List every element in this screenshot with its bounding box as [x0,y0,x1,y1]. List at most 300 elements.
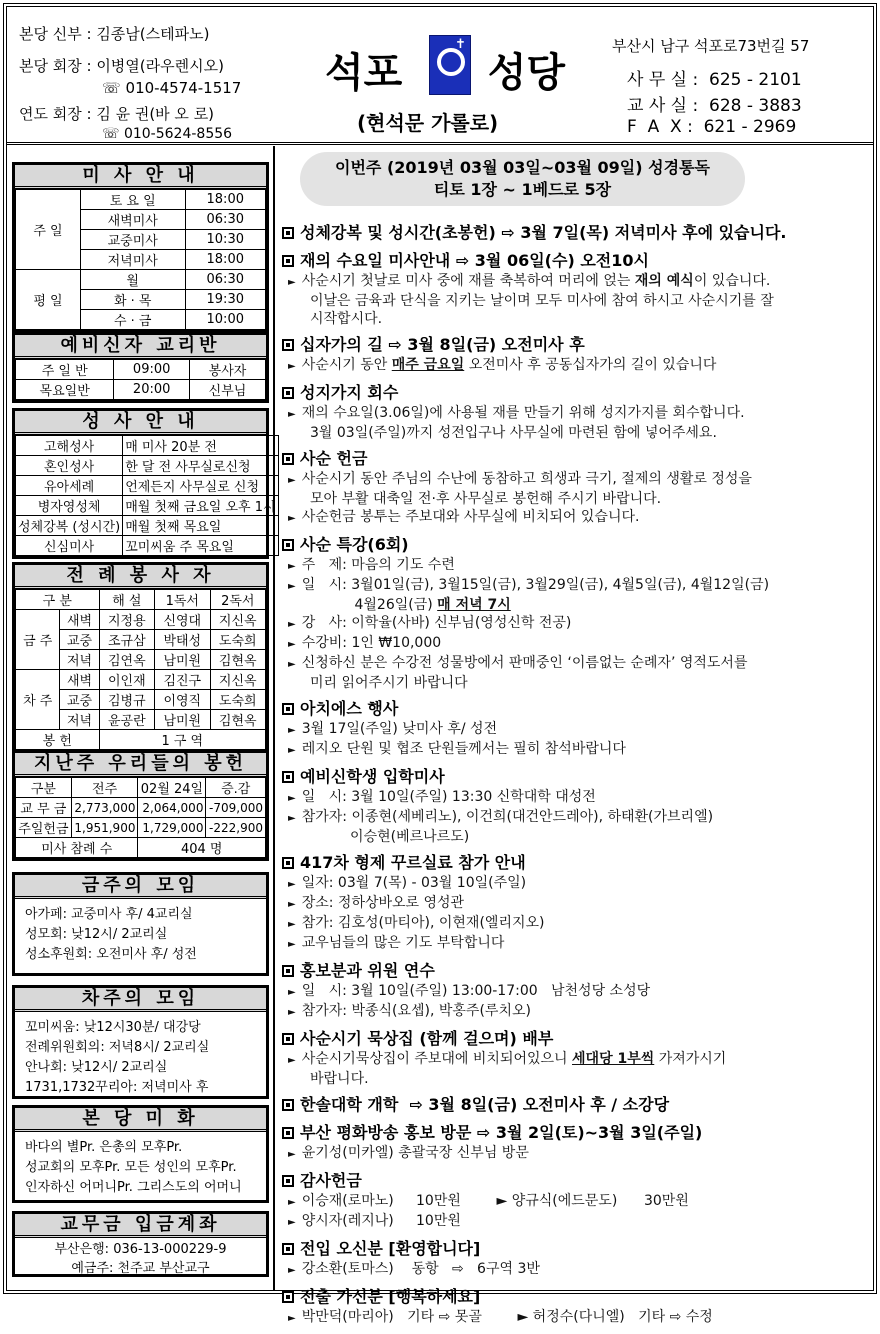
table-cell: 이영직 [155,690,210,710]
checkbox-bullet-icon [282,965,294,977]
checkbox-bullet-icon [282,1099,294,1111]
triangle-bullet-icon: ► [288,813,296,824]
church-logo-icon: ✝ [429,35,471,95]
table-cell: 언제든지 사무실로 신청 [123,476,278,496]
table-cell: 저녁 [60,650,99,670]
announcement-section [282,852,872,954]
table-row [16,778,266,798]
table-row [16,476,279,496]
line-text: 윤기성(미카엘) 총괄국장 신부님 방문 [301,1145,529,1161]
triangle-bullet-icon: ► [288,1265,296,1276]
box-title: 금주의 모임 [15,875,266,899]
line-text: 세대당 1부씩 [572,1051,655,1067]
table-cell: 주 일 [16,190,81,270]
table-cell: 20:00 [114,380,190,400]
announcement-title: 부산 평화방송 홍보 방문 ⇨ 3월 2일(토)~3월 3일(주일) [300,1123,703,1142]
table-cell: 신영대 [155,610,210,630]
table-cell: 월 [80,270,185,290]
box-title: 지난주 우리들의 봉헌 [15,753,266,777]
table-cell: 박태성 [155,630,210,650]
table-cell: 매 미사 20분 전 [123,436,278,456]
announcement-title: 사순시기 묵상집 (함께 걸으며) 배부 [300,1029,554,1048]
announcement-line [282,272,872,292]
column-divider [273,146,275,1290]
table-row [16,536,279,556]
youth-phone: ☏ 010-5624-8556 [102,126,233,142]
table-cell: 고해성사 [16,436,123,456]
announcement-title: 아치에스 행사 [300,699,399,718]
announcement-line [282,1002,872,1022]
table-cell: 새벽 [60,670,99,690]
box-line: 아가페: 교중미사 후/ 4교리실 [25,907,193,922]
table-cell: 지신옥 [210,670,265,690]
table-cell: 꼬미씨움 주 목요일 [123,536,278,556]
announcement-section [282,766,872,846]
line-text: 교우님들의 많은 기도 부탁합니다 [301,935,505,951]
announcement-line [282,982,872,1002]
table-cell: 1,729,000 [138,818,206,838]
announcement-heading [282,382,872,404]
announcement-title: 성체강복 및 성시간(초봉헌) ⇨ 3월 7일(목) 저녁미사 후에 있습니다. [300,223,787,242]
table-row [16,818,266,838]
table-cell: 매월 첫째 금요일 오후 1시 [123,496,278,516]
announcement-section [282,222,872,244]
bible-reading-week: 이번주 (2019년 03월 03일~03월 09일) 성경통독 [335,158,710,177]
table-cell: 도숙희 [210,690,265,710]
announcement-title: 성지가지 회수 [300,383,399,402]
checkbox-bullet-icon [282,1033,294,1045]
announcement-heading [282,334,872,356]
line-text: 일자: 03월 7(목) - 03월 10일(주일) [301,875,527,891]
table-row [16,798,266,818]
line-text: 시작합시다. [310,311,383,327]
announcement-section [282,960,872,1022]
table-row [16,360,266,380]
box-title: 차주의 모임 [15,988,266,1012]
table-cell: -222,900 [206,818,266,838]
triangle-bullet-icon: ► [288,639,296,650]
line-text: 일 시: 3월 10일(주일) 13:30 신학대학 대성전 [301,789,596,805]
table-cell: 주 일 반 [16,360,114,380]
announcement-title: 전출 가신분 [행복하세요] [300,1287,481,1306]
box-line: 성소후원회: 오전미사 후/ 성전 [25,947,197,962]
table-row [16,730,266,750]
line-text: 레지오 단원 및 협조 단원들께서는 필히 참석바랍니다 [301,741,626,757]
announcement-line [282,894,872,914]
offering-box [12,750,269,861]
pastor: 본당 신부 : 김종남(스테파노) [19,25,210,43]
this-week-meetings-box [12,872,269,976]
table-cell: 404 명 [138,838,266,858]
line-text: 사순시기 동안 주님의 수난에 동참하고 희생과 극기, 절제의 생활로 정성을 [301,471,752,487]
announcement-line [282,874,872,894]
table-cell: 지신옥 [210,610,265,630]
announcement-line [282,490,872,508]
announcement-line [282,634,872,654]
address: 부산시 남구 석포로73번길 57 [612,37,810,55]
announcement-line [282,614,872,634]
table-row [16,670,266,690]
line-text: 주 제: 마음의 기도 수련 [301,557,455,573]
table-cell: 2,064,000 [138,798,206,818]
table-cell: 09:00 [114,360,190,380]
announcement-line [282,1070,872,1088]
table-cell: 10:00 [185,310,265,330]
announcement-heading [282,1094,872,1116]
president: 본당 회장 : 이병열(라우렌시오) [19,57,224,75]
line-text: 참가자: 이종현(세베리노), 이건희(대건안드레아), 하태환(가브리엘) [301,809,714,825]
table-cell: 교중 [60,630,99,650]
line-text: 박만덕(마리아) 기타 ⇨ 못골 ► 허정수(다니엘) 기타 ⇨ 수정 [301,1309,713,1325]
checkbox-bullet-icon [282,1243,294,1255]
line-text: 사순시기 첫날로 미사 중에 재를 축복하여 머리에 얹는 [301,273,635,289]
announcement-heading [282,1238,872,1260]
box-title: 교무금 입금계좌 [15,1214,266,1238]
announcement-line [282,1192,872,1212]
schedule-table [15,189,266,330]
announcement-line [282,356,872,376]
church-name-2: 성당 [487,50,565,96]
line-text: 이승재(로마노) 10만원 ► 양규식(에드문도) 30만원 [301,1193,689,1209]
table-cell: 전주 [71,778,138,798]
checkbox-bullet-icon [282,227,294,239]
box-line: 바다의 별Pr. 은총의 모후Pr. [25,1140,183,1155]
line-text: 강소환(토마스) 동항 ⇨ 6구역 3반 [301,1261,540,1277]
checkbox-bullet-icon [282,255,294,267]
line-text: 미리 읽어주시기 바랍니다 [310,675,468,691]
triangle-bullet-icon: ► [288,475,296,486]
triangle-bullet-icon: ► [288,581,296,592]
teachers-phone: 교 사 실 : 628 - 3883 [627,96,802,116]
table-cell: 화 · 목 [80,290,185,310]
table-cell: 이인재 [99,670,154,690]
line-text: 4월26일(금) [310,597,438,613]
announcement-line [282,576,872,596]
table-cell: 김현옥 [210,650,265,670]
table-cell: 금 주 [16,610,60,670]
table-cell: -709,000 [206,798,266,818]
church-name-1: 석포 [325,50,403,96]
box-line: 성모회: 낮12시/ 2교리실 [25,927,168,942]
triangle-bullet-icon: ► [288,793,296,804]
table-cell: 봉 헌 [16,730,100,750]
announcement-line [282,788,872,808]
table-cell: 차 주 [16,670,60,730]
table-cell: 김연옥 [99,650,154,670]
box-line: 인자하신 어머니Pr. 그리스도의 어머니 [25,1180,242,1195]
box-body [15,1012,266,1104]
announcement-section [282,1094,872,1116]
announcement-heading [282,250,872,272]
announcement-section [282,1170,872,1232]
announcement-line [282,934,872,954]
announcement-line [282,556,872,576]
announcement-title: 재의 수요일 미사안내 ⇨ 3월 06일(수) 오전10시 [300,251,649,270]
table-cell: 저녁미사 [80,250,185,270]
announcement-heading [282,1286,872,1308]
announcement-heading [282,1170,872,1192]
table-cell: 1 구 역 [99,730,265,750]
table-cell: 교중미사 [80,230,185,250]
announcement-line [282,310,872,328]
bible-reading-banner [300,152,745,206]
announcement-heading [282,1122,872,1144]
box-line: 예금주: 천주교 부산교구 [71,1261,210,1276]
announcement-heading [282,698,872,720]
triangle-bullet-icon: ► [288,987,296,998]
box-title: 미 사 안 내 [15,165,266,189]
table-cell: 매월 첫째 목요일 [123,516,278,536]
table-row [16,610,266,630]
line-text: 일 시: 3월 10일(주일) 13:00-17:00 남천성당 소성당 [301,983,651,999]
triangle-bullet-icon: ► [288,1149,296,1160]
announcement-heading [282,222,872,244]
announcement-line [282,914,872,934]
triangle-bullet-icon: ► [288,409,296,420]
triangle-bullet-icon: ► [288,1217,296,1228]
announcement-heading [282,852,872,874]
table-row [16,380,266,400]
triangle-bullet-icon: ► [288,619,296,630]
box-body [15,899,266,971]
triangle-bullet-icon: ► [288,659,296,670]
checkbox-bullet-icon [282,703,294,715]
line-text: 3월 17일(주일) 낮미사 후/ 성전 [301,721,498,737]
box-line: 전례위원회의: 저녁8시/ 2교리실 [25,1040,210,1055]
announcement-line [282,654,872,674]
table-cell: 지정용 [99,610,154,630]
line-text: 모아 부활 대축일 전·후 사무실로 봉헌해 주시기 바랍니다. [310,491,662,507]
announcement-line [282,1144,872,1164]
table-cell: 구분 [16,778,72,798]
triangle-bullet-icon: ► [288,1313,296,1324]
schedule-table [15,589,266,750]
line-text: 오전미사 후 공동십자가의 길이 있습니다 [464,357,717,373]
line-text: 참가자: 박종식(요셉), 박홍주(루치오) [301,1003,531,1019]
table-cell: 봉사자 [189,360,265,380]
triangle-bullet-icon: ► [288,919,296,930]
line-text: 사순시기 동안 [301,357,392,373]
table-row [16,516,279,536]
announcement-line [282,424,872,442]
triangle-bullet-icon: ► [288,361,296,372]
table-cell: 새벽 [60,610,99,630]
line-text: 매 저녁 7시 [437,597,511,613]
triangle-bullet-icon: ► [288,277,296,288]
line-text: 사순시기묵상집이 주보대에 비치되어있으니 [301,1051,573,1067]
announcement-section [282,534,872,692]
box-title: 전 례 봉 사 자 [15,565,266,589]
table-row [16,436,279,456]
table-row [16,190,266,210]
announcement-title: 예비신학생 입학미사 [300,767,445,786]
table-cell: 구 분 [16,590,100,610]
checkbox-bullet-icon [282,771,294,783]
announcement-line [282,674,872,692]
announcement-heading [282,448,872,470]
announcement-line [282,720,872,740]
table-cell: 김병규 [99,690,154,710]
line-text: 신청하신 분은 수강전 성물방에서 판매중인 ‘이름없는 순례자’ 영적도서를 [301,655,748,671]
line-text: 참가: 김호성(마티아), 이현재(엘리지오) [301,915,545,931]
table-cell: 수 · 금 [80,310,185,330]
line-text: 이승현(베르나르도) [310,829,470,845]
schedule-table [15,359,266,400]
table-cell: 병자영성체 [16,496,123,516]
announcement-line [282,1212,872,1232]
announcement-section [282,1238,872,1280]
table-cell: 18:00 [185,190,265,210]
checkbox-bullet-icon [282,453,294,465]
catechumen-box [12,332,269,403]
announcement-title: 감사헌금 [300,1171,362,1190]
table-cell: 2,773,000 [71,798,138,818]
line-text: 일 시: 3월01일(금), 3월15일(금), 3월29일(금), 4월5일(금), 4월12일(금) [301,577,770,593]
next-week-meetings-box [12,985,269,1099]
announcement-line [282,828,872,846]
announcement-line [282,404,872,424]
announcement-title: 홍보분과 위원 연수 [300,961,435,980]
box-title: 예비신자 교리반 [15,335,266,359]
table-cell: 남미원 [155,650,210,670]
table-cell: 신부님 [189,380,265,400]
sacraments-box [12,408,276,559]
bulletin-header [7,7,873,145]
box-line: 부산은행: 036-13-000229-9 [54,1242,227,1257]
mass-schedule-box [12,162,269,333]
announcement-section [282,1028,872,1088]
checkbox-bullet-icon [282,387,294,399]
triangle-bullet-icon: ► [288,1055,296,1066]
line-text: 3월 03일(주일)까지 성전입구나 사무실에 마련된 함에 넣어주세요. [310,425,717,441]
line-text: 사순헌금 봉투는 주보대와 사무실에 비치되어 있습니다. [301,509,640,525]
schedule-table [15,777,266,858]
table-cell: 저녁 [60,710,99,730]
announcement-heading [282,1028,872,1050]
table-cell: 해 설 [99,590,154,610]
table-cell: 18:00 [185,250,265,270]
table-cell: 10:30 [185,230,265,250]
triangle-bullet-icon: ► [288,899,296,910]
announcement-section [282,1122,872,1164]
announcement-heading [282,960,872,982]
announcement-title: 십자가의 길 ⇨ 3월 8일(금) 오전미사 후 [300,335,585,354]
triangle-bullet-icon: ► [288,879,296,890]
table-cell: 평 일 [16,270,81,330]
announcement-line [282,1050,872,1070]
youth-president: 연도 회장 : 김 윤 권(바 오 로) [19,105,215,123]
box-title: 본 당 미 화 [15,1108,266,1132]
checkbox-bullet-icon [282,1175,294,1187]
table-row [16,270,266,290]
announcement-line [282,1308,872,1328]
triangle-bullet-icon: ► [288,939,296,950]
triangle-bullet-icon: ► [288,561,296,572]
line-text: 재의 예식 [634,273,694,289]
box-line: 안나회: 낮12시/ 2교리실 [25,1060,168,1075]
announcement-section [282,334,872,376]
table-cell: 목요일반 [16,380,114,400]
line-text: 수강비: 1인 ₩10,000 [301,635,442,651]
announcement-title: 한솔대학 개학 ⇨ 3월 8일(금) 오전미사 후 / 소강당 [300,1095,670,1114]
table-cell: 성체강복 (성시간) [16,516,123,536]
announcement-line [282,740,872,760]
table-cell: 1,951,900 [71,818,138,838]
table-cell: 김진구 [155,670,210,690]
box-body [15,1238,266,1280]
table-cell: 새벽미사 [80,210,185,230]
announcement-heading [282,534,872,556]
table-cell: 2독서 [210,590,265,610]
table-cell: 신심미사 [16,536,123,556]
president-phone: ☏ 010-4574-1517 [102,79,242,97]
fax: F A X : 621 - 2969 [627,117,797,137]
announcement-section [282,448,872,528]
flowers-box [12,1105,269,1203]
table-cell: 02월 24일 [138,778,206,798]
announcement-section [282,382,872,442]
announcement-heading [282,766,872,788]
announcement-line [282,508,872,528]
account-box [12,1211,269,1277]
announcement-section [282,698,872,760]
table-row [16,838,266,858]
line-text: 매주 금요일 [391,357,465,373]
line-text: 재의 수요일(3.06일)에 사용될 재를 만들기 위해 성지가지를 회수합니다. [301,405,745,421]
schedule-table [15,435,279,556]
box-line: 성교회의 모후Pr. 모든 성인의 모후Pr. [25,1160,237,1175]
table-cell: 교 무 금 [16,798,72,818]
announcement-line [282,1260,872,1280]
liturgy-servers-box [12,562,269,753]
table-cell: 혼인성사 [16,456,123,476]
announcement-section [282,250,872,328]
checkbox-bullet-icon [282,1291,294,1303]
table-row [16,456,279,476]
checkbox-bullet-icon [282,339,294,351]
church-patron: (현석문 가롤로) [357,111,499,135]
announcement-line [282,808,872,828]
line-text: 이 있습니다. [693,273,771,289]
table-row [16,496,279,516]
table-cell: 유아세례 [16,476,123,496]
announcement-title: 사순 특강(6회) [300,535,409,554]
table-cell: 조규삼 [99,630,154,650]
announcement-line [282,596,872,614]
table-cell: 증.감 [206,778,266,798]
line-text: 이날은 금육과 단식을 지키는 날이며 모두 미사에 참여 하시고 사순시기를 잘 [310,293,774,309]
table-cell: 김현옥 [210,710,265,730]
table-cell: 남미원 [155,710,210,730]
announcement-line [282,470,872,490]
checkbox-bullet-icon [282,1127,294,1139]
box-title: 성 사 안 내 [15,411,266,435]
table-cell: 1독서 [155,590,210,610]
table-cell: 06:30 [185,210,265,230]
table-cell: 19:30 [185,290,265,310]
box-body [15,1132,266,1204]
triangle-bullet-icon: ► [288,1197,296,1208]
announcement-line [282,292,872,310]
line-text: 바랍니다. [310,1071,369,1087]
triangle-bullet-icon: ► [288,1007,296,1018]
announcement-title: 417차 형제 꾸르실료 참가 안내 [300,853,526,872]
checkbox-bullet-icon [282,857,294,869]
line-text: 장소: 정하상바오로 영성관 [301,895,465,911]
table-cell: 한 달 전 사무실로신청 [123,456,278,476]
announcement-section [282,1286,872,1328]
box-line: 1731,1732꾸리아: 저녁미사 후 [25,1080,209,1095]
